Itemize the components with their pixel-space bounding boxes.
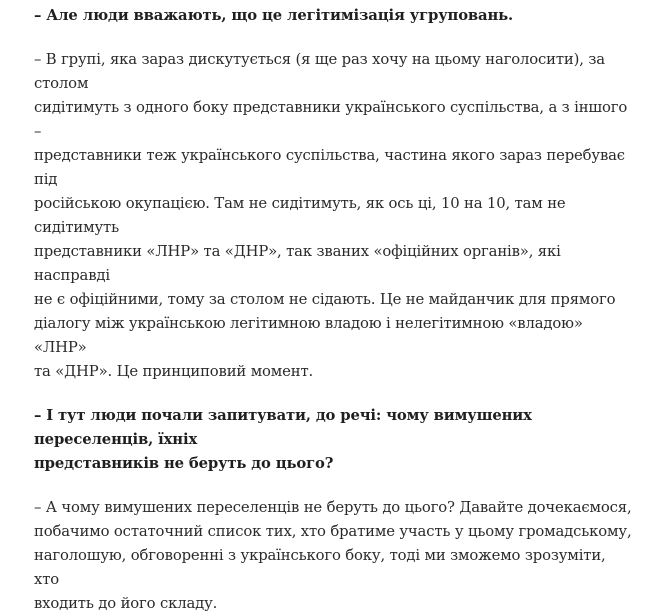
interview-question-1: – Але люди вважають, що це легітимізація угруповань. bbox=[34, 7, 514, 24]
interview-answer-2: – А чому вимушених переселенців не беруть до цього? Давайте дочекаємося, побачимо остаточний список тих, хто братиме участь у цьому громадському, наголошую, обговоренні з українського боку, тоді ми зможемо зрозуміти, хто входить до його складу. bbox=[34, 499, 632, 612]
interview-answer-1: – В групі, яка зараз дискутується (я ще раз хочу на цьому наголосити), за столом сидітимуть з одного боку представники українського суспільства, а з іншого – представники теж українського суспільства, частина якого зараз перебуває під російською окупацією. Там не сидітимуть, як ось ці, 10 на 10, там не сидітимуть представники «ЛНР» та «ДНР», так званих «офіційних органів», які насправді не є офіційними, тому за столом не сідають. Це не майданчик для прямого діалогу між українською легітимною владою і нелегітимною «владою» «ЛНР» та «ДНР». Це принциповий момент. bbox=[34, 51, 628, 380]
interview-question-2: – І тут люди почали запитувати, до речі: чому вимушених переселенців, їхніх представників не беруть до цього? bbox=[34, 407, 532, 472]
